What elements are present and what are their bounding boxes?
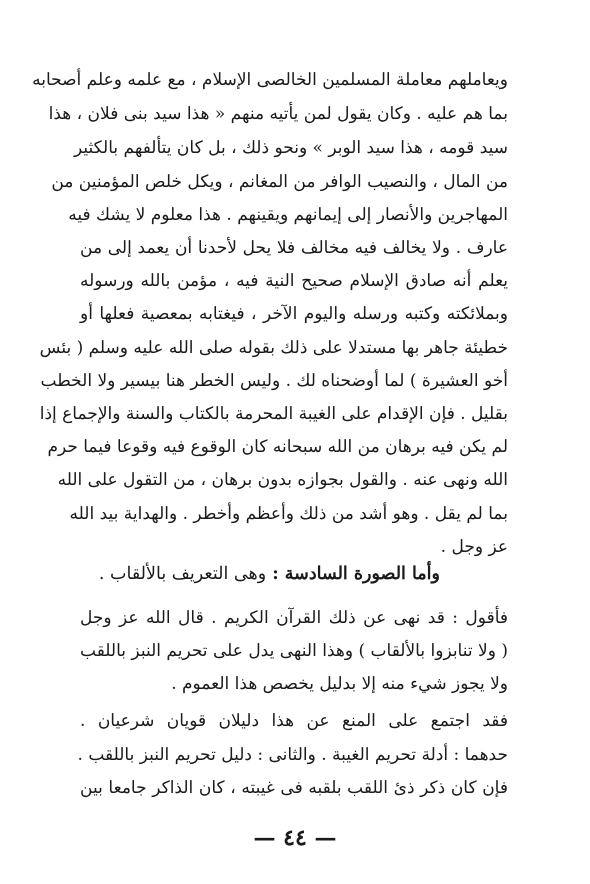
text-line: بقليل . فإن الإقدام على الغيبة المحرمة بالكتاب والسنة والإجماع إذا <box>39 404 508 424</box>
text-line: ولا يجوز شيء منه إلا بدليل يخصص هذا العموم . <box>171 674 508 694</box>
text-line: عارف . ولا يخالف فيه مخالف فلا يحل لأحدنا أن يعمد إلى من <box>80 238 508 258</box>
text-line: بما هم عليه . وكان يقول لمن يأتيه منهم « هذا سيد بنى فلان ، هذا <box>48 104 508 124</box>
text-line: يعلم أنه صادق الإسلام صحيح النية فيه ، مؤمن بالله ورسوله <box>80 271 508 291</box>
text-line: خطيئة جاهر بها مستدلا على ذلك بقوله صلى الله عليه وسلم ( بئس <box>39 338 508 358</box>
text-line: سيد قومه ، هذا سيد الوبر » ونحو ذلك ، بل كان يتألفهم بالكثير <box>74 138 508 158</box>
section-heading <box>98 556 440 592</box>
text-line: ويعاملهم معاملة المسلمين الخالصى الإسلام ، مع علمه وعلم أصحابه <box>32 70 508 90</box>
text-line: المهاجرين والأنصار إلى إيمانهم ويقينهم . هذا معلوم لا يشك فيه <box>68 205 508 225</box>
text-line: الله ونهى عنه . والقول بجوازه بدون برهان ، من التقول على الله <box>57 470 508 490</box>
text-line: لم يكن فيه برهان من الله سبحانه كان الوقوع فيه وقوعا فيما حرم <box>47 437 508 457</box>
text-line: فإن كان ذكر ذئ اللقب بلقبه فى غيبته ، كان الذاكر جامعا بين <box>80 778 508 798</box>
section-heading-title: وأما الصورة السادسة : <box>272 564 440 584</box>
text-line: عز وجل . <box>440 537 508 557</box>
page-number: — ٤٤ — <box>253 825 337 851</box>
text-line: بما لم يقل . وهو أشد من ذلك وأعظم وأخطر . والهداية بيد الله <box>69 504 508 524</box>
text-line: وبملائكته وكتبه ورسله واليوم الآخر ، فيغتابه بمعصية فعلها أو <box>80 304 508 324</box>
text-line: فقد اجتمع على المنع عن هذا دليلان قويان شرعيان . <box>80 711 508 731</box>
text-line: حدهما : أدلة تحريم الغيبة . والثانى : دليل تحريم النبز باللقب . <box>77 745 508 765</box>
text-line: ( ولا تنابزوا بالألقاب ) وهذا النهى يدل على تحريم النبز باللقب <box>80 641 508 661</box>
text-line: أخو العشيرة ) لما أوضحناه لك . وليس الخطر هنا بيسير ولا الخطب <box>40 371 508 391</box>
section-heading-subtitle: وهى التعريف بالألقاب . <box>98 564 267 584</box>
text-line: فأقول : قد نهى عن ذلك القرآن الكريم . قال الله عز وجل <box>80 608 508 628</box>
text-line: من المال ، والنصيب الوافر من المغانم ، ويكل خلص المؤمنين من <box>51 172 508 192</box>
